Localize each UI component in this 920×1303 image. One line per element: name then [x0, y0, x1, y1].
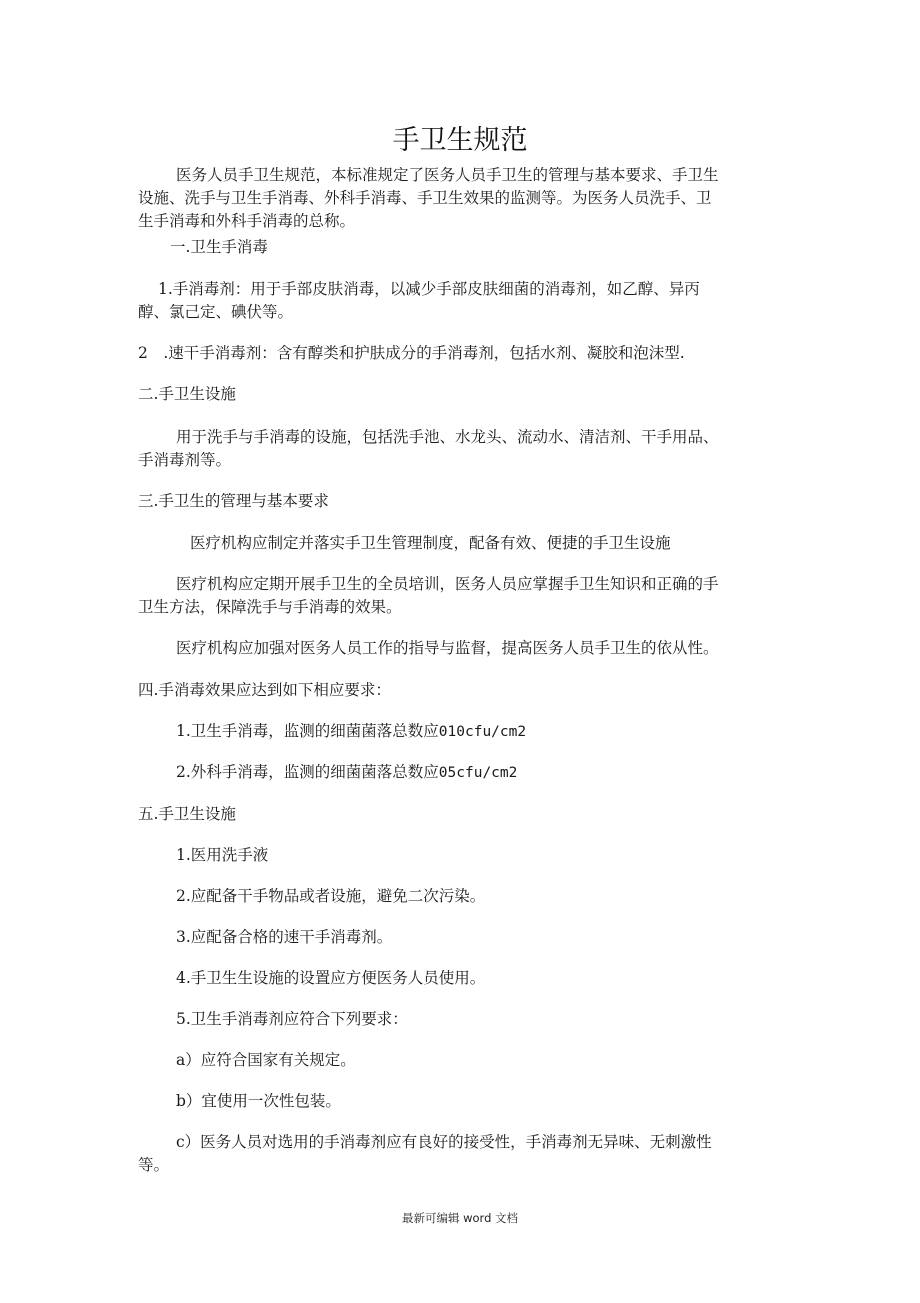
- section-4-item-1-text: 1.卫生手消毒，监测的细菌菌落总数应: [176, 722, 439, 740]
- section-5-sub-item-c-line-1: c）医务人员对选用的手消毒剂应有良好的接受性，手消毒剂无异味、无刺激性: [176, 1133, 712, 1151]
- document-title: 手卫生规范: [392, 125, 528, 156]
- intro-line-3: 生手消毒和外科手消毒的总称。: [138, 212, 356, 230]
- section-4-item-1-value: 010cfu/cm2: [438, 724, 527, 740]
- section-2-body-line-2: 手消毒剂等。: [138, 451, 232, 469]
- section-5-item-3: 3.应配备合格的速干手消毒剂。: [176, 928, 393, 946]
- section-4-item-2-text: 2.外科手消毒，监测的细菌菌落总数应: [176, 763, 439, 781]
- section-2-body-line-1: 用于洗手与手消毒的设施，包括洗手池、水龙头、流动水、清洁剂、干手用品、: [176, 428, 719, 446]
- intro-line-2: 设施、洗手与卫生手消毒、外科手消毒、手卫生效果的监测等。为医务人员洗手、卫: [138, 189, 712, 207]
- section-3-paragraph-2-line-2: 卫生方法，保障洗手与手消毒的效果。: [138, 598, 402, 616]
- section-4-item-2-value: 05cfu/cm2: [438, 765, 518, 781]
- section-4-item-1: [176, 720, 826, 744]
- section-5-sub-item-c-line-2: 等。: [138, 1156, 170, 1174]
- intro-line-1: 医务人员手卫生规范，本标准规定了医务人员手卫生的管理与基本要求、手卫生: [176, 166, 719, 184]
- section-1-item-2: 2 .速干手消毒剂：含有醇类和护肤成分的手消毒剂，包括水剂、凝胶和泡沫型.: [138, 344, 685, 362]
- section-3-heading: 三.手卫生的管理与基本要求: [138, 492, 329, 510]
- section-3-paragraph-1: 医疗机构应制定并落实手卫生管理制度，配备有效、便捷的手卫生设施: [190, 534, 671, 552]
- section-1-item-1-line-1: 1.手消毒剂：用于手部皮肤消毒，以减少手部皮肤细菌的消毒剂，如乙醇、异丙: [158, 280, 700, 298]
- section-5-item-2: 2.应配备干手物品或者设施，避免二次污染。: [176, 887, 486, 905]
- section-5-item-5: 5.卫生手消毒剂应符合下列要求：: [176, 1010, 408, 1028]
- section-3-paragraph-3: 医疗机构应加强对医务人员工作的指导与监督，提高医务人员手卫生的依从性。: [176, 639, 719, 657]
- section-5-item-1: 1.医用洗手液: [176, 846, 269, 864]
- section-2-heading: 二.手卫生设施: [138, 385, 236, 403]
- section-4-heading: 四.手消毒效果应达到如下相应要求：: [138, 681, 391, 699]
- section-1-heading: 一.卫生手消毒: [170, 238, 268, 256]
- section-4-item-2: [176, 761, 826, 785]
- section-5-item-4: 4.手卫生生设施的设置应方便医务人员使用。: [176, 969, 486, 987]
- section-5-sub-item-b: b）宜使用一次性包装。: [176, 1092, 341, 1110]
- section-5-sub-item-a: a）应符合国家有关规定。: [176, 1051, 356, 1069]
- section-3-paragraph-2-line-1: 医疗机构应定期开展手卫生的全员培训，医务人员应掌握手卫生知识和正确的手: [176, 575, 719, 593]
- section-1-item-1-line-2: 醇、氯己定、碘伏等。: [138, 303, 294, 321]
- page-footer: 最新可编辑 word 文档: [401, 1211, 519, 1225]
- section-5-heading: 五.手卫生设施: [138, 805, 236, 823]
